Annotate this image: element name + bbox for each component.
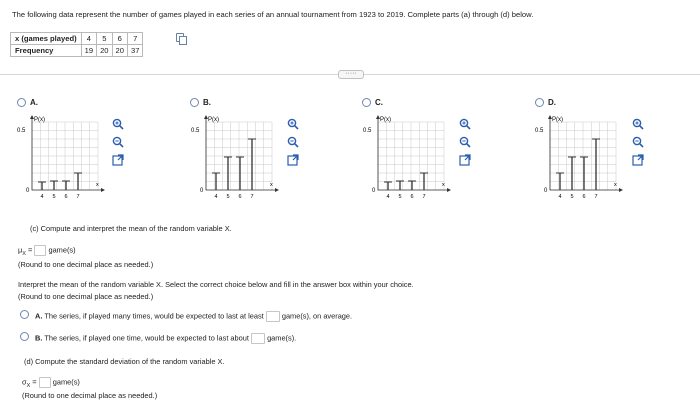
y-tick-label: 0.5: [535, 128, 544, 134]
table-cell: 6: [112, 33, 127, 45]
table-cell: 37: [127, 45, 142, 57]
y-tick-label: 0: [200, 188, 204, 194]
table-cell: 19: [81, 45, 96, 57]
y-axis-label: P(x): [552, 117, 563, 123]
zoom-in-icon[interactable]: [632, 118, 648, 130]
part-c-heading: (c) Compute and interpret the mean of the random variable X.: [30, 224, 232, 233]
y-tick-label: 0: [26, 188, 30, 194]
option-label: A.: [30, 98, 38, 107]
mean-answer-row: [18, 245, 76, 257]
y-tick-label: 0.5: [363, 128, 372, 134]
sd-input[interactable]: [39, 377, 51, 388]
option-2-radio[interactable]: [190, 98, 199, 107]
graph-tools: [459, 118, 475, 172]
choice-a-suffix: game(s), on average.: [281, 311, 353, 321]
zoom-out-icon[interactable]: [112, 136, 128, 148]
choice-b-suffix: game(s).: [267, 333, 297, 343]
zoom-out-icon[interactable]: [632, 136, 648, 148]
choice-b-text: The series, if played one time, would be expected to last about: [44, 333, 249, 343]
axes: [206, 116, 278, 190]
table-row: [11, 33, 143, 45]
sigma-subscript: X: [26, 382, 31, 389]
question-intro: The following data represent the number of games played in each series of an annual tournament from 1923 to 2019. Complete parts (a) through (d) below.: [12, 10, 534, 19]
y-axis-label: P(x): [34, 117, 45, 123]
mean-round-note: (Round to one decimal place as needed.): [18, 260, 154, 269]
interpret-prompt: Interpret the mean of the random variable X. Select the correct choice below and fill in the answer box within your choice.: [18, 280, 414, 289]
sd-round-note: (Round to one decimal place as needed.): [22, 391, 158, 400]
mu-subscript: X: [22, 250, 26, 257]
equals-sign: =: [32, 377, 37, 387]
interpret-round-note: (Round to one decimal place as needed.): [18, 292, 154, 301]
mu-symbol: μ: [18, 245, 23, 255]
option-graph: [188, 112, 298, 212]
choice-b-input[interactable]: [251, 333, 265, 344]
x-tick-label: 6: [582, 194, 586, 200]
x-tick-label: 7: [594, 194, 598, 200]
graph-tools: [112, 118, 128, 172]
new-window-icon[interactable]: [287, 154, 303, 166]
y-tick-label: 0: [372, 188, 376, 194]
x-arrow: [619, 188, 623, 192]
x-tick-label: 6: [64, 194, 68, 200]
table-cell: 7: [127, 33, 142, 45]
x-axis-label: x: [96, 182, 99, 188]
table-row: [11, 45, 143, 57]
sd-answer-row: [22, 377, 80, 389]
x-tick-label: 4: [386, 194, 390, 200]
x-axis-label: x: [442, 182, 445, 188]
choice-a-letter: A.: [35, 311, 43, 321]
x-tick-label: 5: [226, 194, 230, 200]
x-tick-label: 5: [52, 194, 56, 200]
option-graph: [14, 112, 124, 212]
option-graph: [360, 112, 470, 212]
table-cell: 5: [97, 33, 112, 45]
option-4-radio[interactable]: [535, 98, 544, 107]
equals-sign: =: [28, 245, 33, 255]
option-label: D.: [548, 98, 556, 107]
new-window-icon[interactable]: [459, 154, 475, 166]
table-row-label: x (games played): [11, 33, 82, 45]
x-arrow: [447, 188, 451, 192]
x-axis-label: x: [614, 182, 617, 188]
mean-input[interactable]: [34, 245, 46, 256]
x-tick-label: 4: [558, 194, 562, 200]
y-axis-label: P(x): [380, 117, 391, 123]
table-cell: 20: [112, 45, 127, 57]
table-cell: 4: [81, 33, 96, 45]
x-tick-label: 7: [250, 194, 254, 200]
sigma-symbol: σ: [22, 377, 27, 387]
option-3-radio[interactable]: [362, 98, 371, 107]
choice-a-input[interactable]: [266, 311, 280, 322]
option-label: B.: [203, 98, 211, 107]
x-tick-label: 6: [410, 194, 414, 200]
graph-tools: [287, 118, 303, 172]
choice-b-radio[interactable]: [20, 332, 29, 341]
x-arrow: [275, 188, 279, 192]
option-graph: [532, 112, 642, 212]
axes: [550, 116, 622, 190]
more-button[interactable]: ·····: [338, 70, 364, 79]
new-window-icon[interactable]: [112, 154, 128, 166]
table-cell: 20: [97, 45, 112, 57]
sd-unit: game(s): [52, 377, 80, 387]
choice-a-row: [35, 311, 352, 322]
part-d-heading: (d) Compute the standard deviation of the random variable X.: [24, 357, 225, 366]
axes: [32, 116, 104, 190]
mean-unit: game(s): [48, 245, 76, 255]
table-row-label: Frequency: [11, 45, 82, 57]
zoom-out-icon[interactable]: [287, 136, 303, 148]
graph-tools: [632, 118, 648, 172]
choice-b-row: [35, 333, 296, 344]
x-tick-label: 5: [570, 194, 574, 200]
x-tick-label: 4: [40, 194, 44, 200]
x-arrow: [101, 188, 105, 192]
choice-b-letter: B.: [35, 333, 43, 343]
copy-table-icon[interactable]: [176, 33, 184, 42]
y-tick-label: 0.5: [17, 128, 26, 134]
zoom-in-icon[interactable]: [459, 118, 475, 130]
x-tick-label: 7: [76, 194, 80, 200]
zoom-out-icon[interactable]: [459, 136, 475, 148]
choice-a-radio[interactable]: [20, 310, 29, 319]
zoom-in-icon[interactable]: [112, 118, 128, 130]
option-label: C.: [375, 98, 383, 107]
x-tick-label: 6: [238, 194, 242, 200]
x-tick-label: 5: [398, 194, 402, 200]
x-axis-label: x: [270, 182, 273, 188]
zoom-in-icon[interactable]: [287, 118, 303, 130]
x-tick-label: 4: [214, 194, 218, 200]
y-tick-label: 0.5: [191, 128, 200, 134]
new-window-icon[interactable]: [632, 154, 648, 166]
x-tick-label: 7: [422, 194, 426, 200]
frequency-table: [10, 32, 143, 57]
y-axis-label: P(x): [208, 117, 219, 123]
y-tick-label: 0: [544, 188, 548, 194]
axes: [378, 116, 450, 190]
option-1-radio[interactable]: [17, 98, 26, 107]
choice-a-text: The series, if played many times, would be expected to last at least: [44, 311, 264, 321]
